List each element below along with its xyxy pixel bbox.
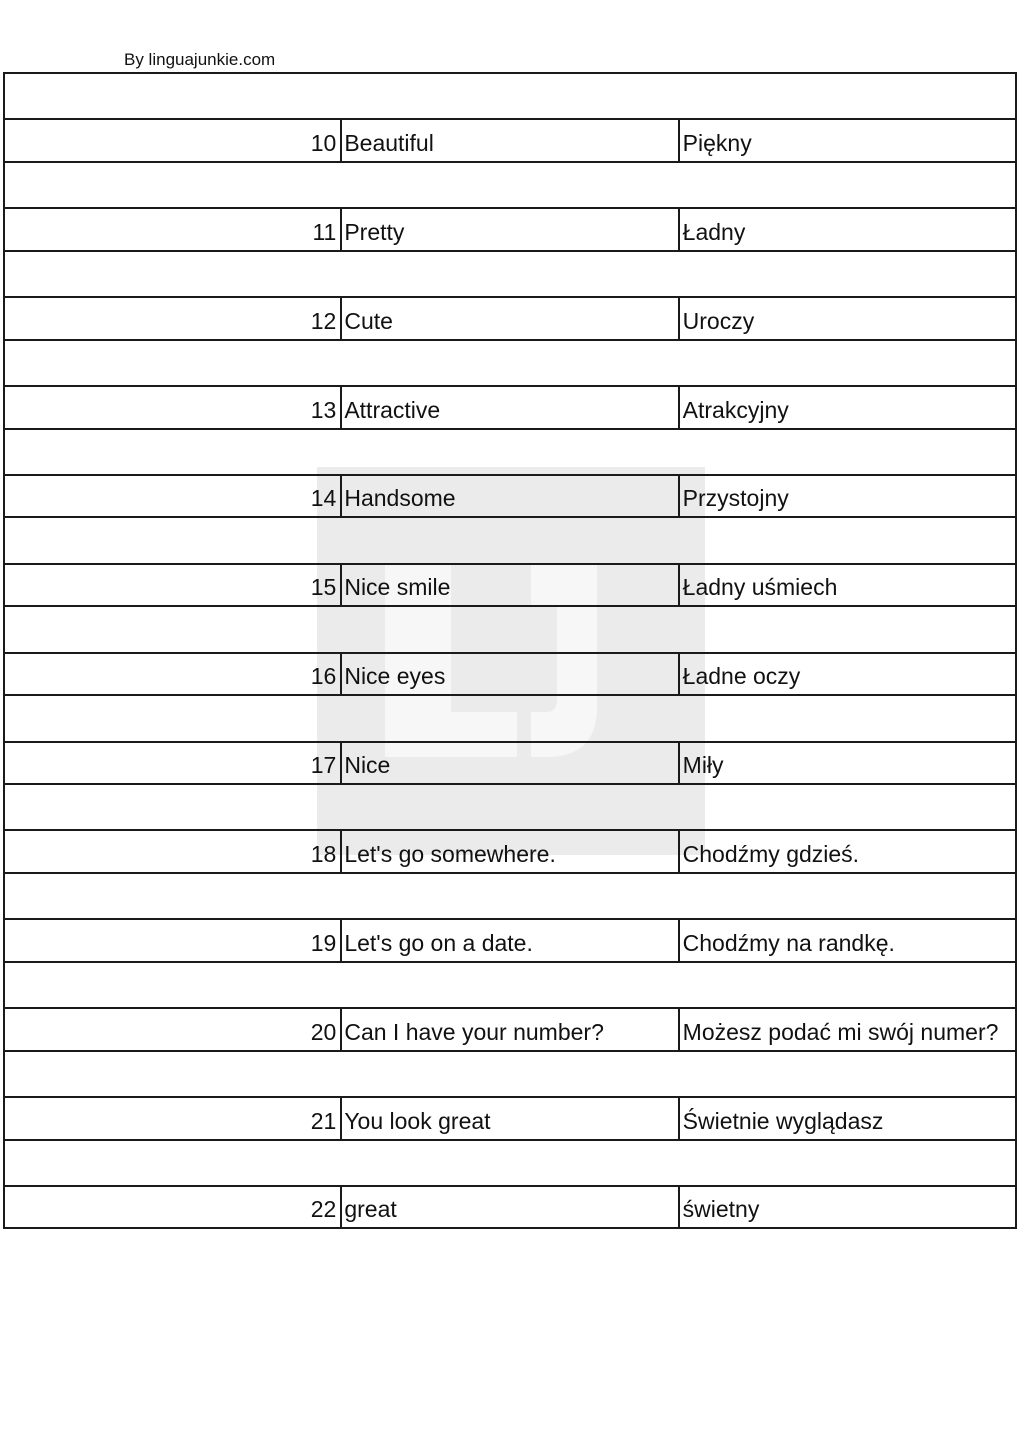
spacer-row [4, 251, 1016, 297]
spacer-row [4, 1140, 1016, 1186]
row-number: 22 [4, 1186, 341, 1228]
spacer-row [4, 517, 1016, 563]
table-row [4, 1008, 1016, 1050]
spacer-row [4, 162, 1016, 208]
table-row [4, 119, 1016, 161]
spacer-row [4, 73, 1016, 119]
row-number: 17 [4, 742, 341, 784]
table-row [4, 1097, 1016, 1139]
table-row [4, 297, 1016, 339]
row-number: 19 [4, 919, 341, 961]
english-term: Let's go on a date. [341, 919, 678, 961]
row-number: 18 [4, 830, 341, 872]
english-term: Nice smile [341, 564, 678, 606]
english-term: Nice [341, 742, 678, 784]
polish-term: świetny [679, 1186, 1016, 1228]
polish-term: Atrakcyjny [679, 386, 1016, 428]
table-row [4, 830, 1016, 872]
polish-term: Możesz podać mi swój numer? [679, 1008, 1016, 1050]
table-row [4, 1186, 1016, 1228]
row-number: 13 [4, 386, 341, 428]
spacer-row [4, 340, 1016, 386]
spacer-row [4, 873, 1016, 919]
polish-term: Uroczy [679, 297, 1016, 339]
polish-term: Świetnie wyglądasz [679, 1097, 1016, 1139]
english-term: Pretty [341, 208, 678, 250]
polish-term: Przystojny [679, 475, 1016, 517]
polish-term: Ładny [679, 208, 1016, 250]
table-row [4, 742, 1016, 784]
polish-term: Chodźmy gdzieś. [679, 830, 1016, 872]
site-credit: By linguajunkie.com [124, 50, 276, 69]
row-number: 14 [4, 475, 341, 517]
row-number: 20 [4, 1008, 341, 1050]
english-term: Beautiful [341, 119, 678, 161]
english-term: You look great [341, 1097, 678, 1139]
table-row [4, 208, 1016, 250]
english-term: Let's go somewhere. [341, 830, 678, 872]
spacer-row [4, 962, 1016, 1008]
polish-term: Ładne oczy [679, 653, 1016, 695]
row-number: 16 [4, 653, 341, 695]
vocabulary-table [3, 72, 1017, 1229]
spacer-row [4, 429, 1016, 475]
row-number: 12 [4, 297, 341, 339]
english-term: Cute [341, 297, 678, 339]
spacer-row [4, 606, 1016, 652]
spacer-row [4, 784, 1016, 830]
table-row [4, 653, 1016, 695]
row-number: 15 [4, 564, 341, 606]
english-term: great [341, 1186, 678, 1228]
table-row [4, 919, 1016, 961]
polish-term: Ładny uśmiech [679, 564, 1016, 606]
table-row [4, 475, 1016, 517]
spacer-row [4, 1051, 1016, 1097]
polish-term: Chodźmy na randkę. [679, 919, 1016, 961]
english-term: Attractive [341, 386, 678, 428]
english-term: Nice eyes [341, 653, 678, 695]
spacer-row [4, 695, 1016, 741]
row-number: 11 [4, 208, 341, 250]
english-term: Can I have your number? [341, 1008, 678, 1050]
polish-term: Piękny [679, 119, 1016, 161]
table-row [4, 564, 1016, 606]
polish-term: Miły [679, 742, 1016, 784]
row-number: 10 [4, 119, 341, 161]
row-number: 21 [4, 1097, 341, 1139]
english-term: Handsome [341, 475, 678, 517]
table-row [4, 386, 1016, 428]
